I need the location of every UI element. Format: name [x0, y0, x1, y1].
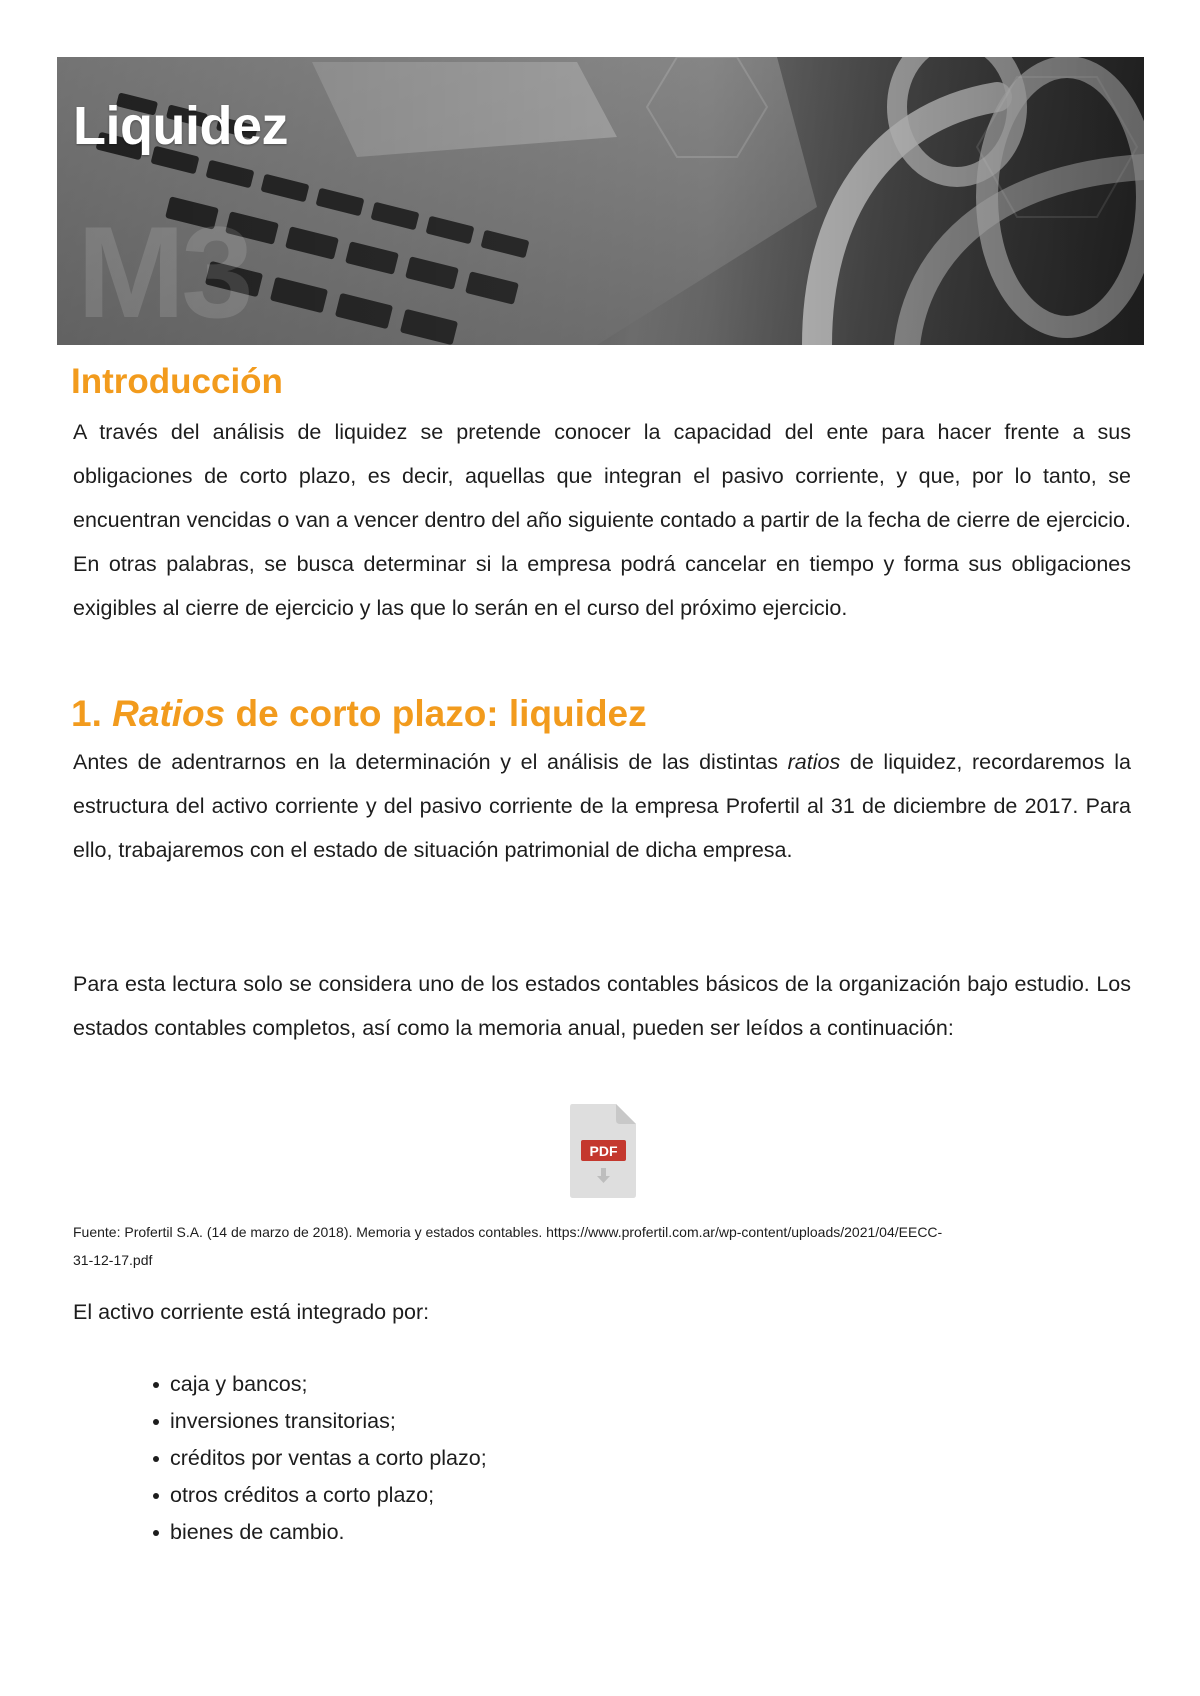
- header-banner: [57, 57, 1144, 345]
- section-1-heading: [71, 693, 647, 735]
- list-item: bienes de cambio.: [170, 1514, 487, 1551]
- list-item: inversiones transitorias;: [170, 1403, 487, 1440]
- section-1-p1-before: Antes de adentrarnos en la determinación y el análisis de las distintas: [73, 750, 778, 774]
- section-1-paragraph-1: [73, 740, 1131, 872]
- activo-corriente-lead: El activo corriente está integrado por:: [73, 1300, 430, 1324]
- source-citation-line-2: 31-12-17.pdf: [73, 1252, 153, 1268]
- list-item: caja y bancos;: [170, 1366, 487, 1403]
- section-1-heading-number: 1.: [71, 693, 102, 734]
- pdf-badge-label: PDF: [589, 1143, 618, 1159]
- activo-corriente-list: [170, 1366, 487, 1551]
- pdf-file-icon[interactable]: [568, 1102, 638, 1199]
- source-citation-line-1: Fuente: Profertil S.A. (14 de marzo de 2018). Memoria y estados contables. https://www.profertil.com.ar/wp-content/uploads/2021/04/EECC-: [73, 1224, 943, 1240]
- section-1-paragraph-2: Para esta lectura solo se considera uno de los estados contables básicos de la organización bajo estudio. Los estados contables completos, así como la memoria anual, pueden ser leídos a continuación:: [73, 972, 1131, 1040]
- section-1-heading-rest: de corto plazo: liquidez: [235, 693, 647, 734]
- section-1-heading-italic: Ratios: [112, 693, 226, 734]
- intro-paragraph: A través del análisis de liquidez se pretende conocer la capacidad del ente para hacer frente a sus obligaciones de corto plazo, es decir, aquellas que integran el pasivo corriente, y que, por lo tanto, se encuentran vencidas o van a vencer dentro del año siguiente contado a partir de la fecha de cierre de ejercicio. En otras palabras, se busca determinar si la empresa podrá cancelar en tiempo y forma sus obligaciones exigibles al cierre de ejercicio y las que lo serán en el curso del próximo ejercicio.: [73, 420, 1131, 620]
- intro-heading: Introducción: [71, 362, 283, 401]
- section-1-p1-italic: ratios: [787, 750, 841, 774]
- module-watermark: M3: [77, 199, 250, 345]
- list-item: otros créditos a corto plazo;: [170, 1477, 487, 1514]
- page-title: Liquidez: [73, 96, 288, 156]
- section-1-p1-after: de liquidez, recordaremos la estructura del activo corriente y del pasivo corriente de la empresa Profertil al 31 de diciembre de 2017. Para ello, trabajaremos con el estado de situación patrimonial de dicha empresa.: [73, 750, 1131, 862]
- source-citation: [73, 1218, 1131, 1274]
- list-item: créditos por ventas a corto plazo;: [170, 1440, 487, 1477]
